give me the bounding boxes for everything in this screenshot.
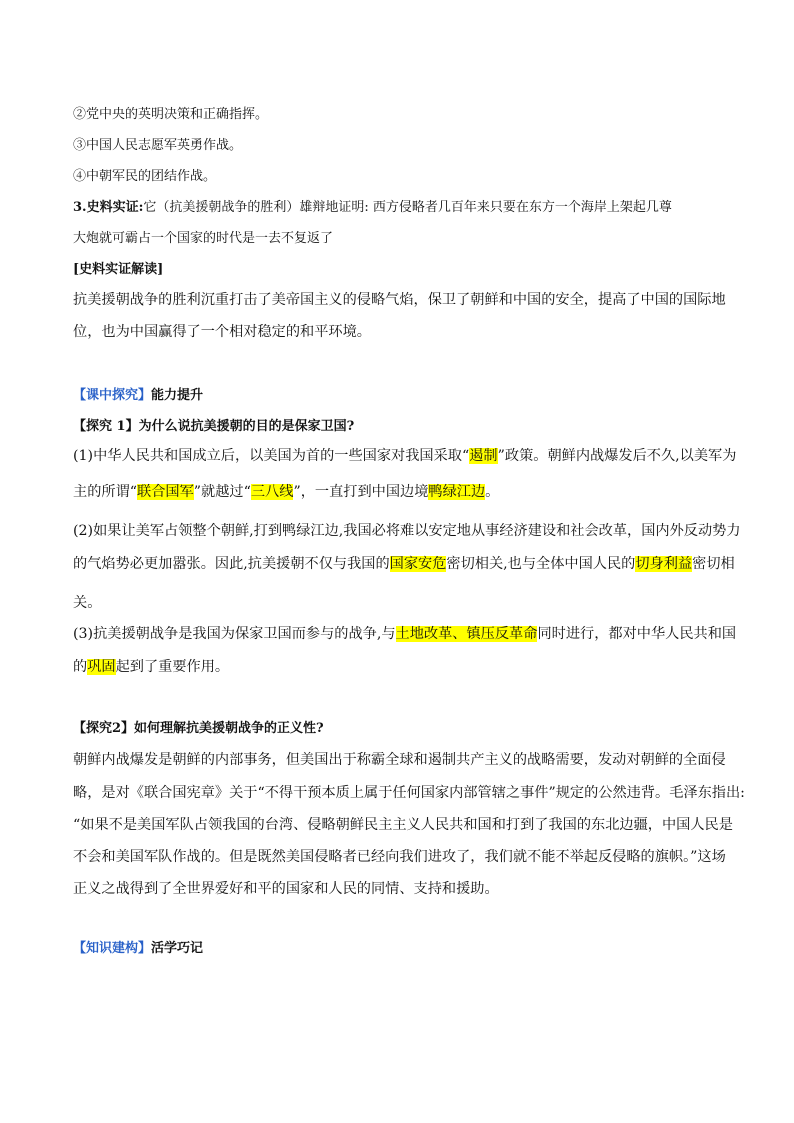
section-inclass-heading (73, 384, 723, 403)
text-run: 密切相 (692, 556, 735, 572)
text-run: 主的所谓“ (73, 484, 138, 500)
intro-item-4: ④中朝军民的团结作战。 (73, 169, 217, 184)
highlight-national-security: 国家安危 (389, 556, 447, 572)
highlight-vital-interests: 切身利益 (635, 556, 693, 572)
evidence-reading-line-1: 抗美援朝战争的胜利沉重打击了美帝国主义的侵略气焰，保卫了朝鲜和中国的安全，提高了中国的国际地 (73, 292, 726, 308)
text-run: 的气焰势必更加嚣张。因此,抗美援朝不仅与我国的 (73, 556, 390, 572)
text-run: (3)抗美援朝战争是我国为保家卫国而参与的战争,与 (73, 626, 396, 642)
highlight-un-army: 联合国军 (137, 484, 194, 500)
text-run: 密切相关,也与全体中国人民的 (446, 556, 636, 572)
explore2-line-3: “如果不是美国军队占领我国的台湾、侵略朝鲜民主主义人民共和国和打到了我国的东北边疆，中国人民是 (73, 817, 733, 833)
section-inclass-title: 能力提升 (151, 388, 204, 403)
section-knowledge-title: 活学巧记 (151, 941, 204, 956)
explore1-p3-line-1 (73, 623, 737, 643)
text-run: 同时进行，都对中华人民共和国 (537, 626, 737, 642)
evidence-text-1: 它（抗美援朝战争的胜利）雄辩地证明: 西方侵略者几百年来只要在东方一个海岸上架起几尊 (143, 200, 672, 215)
text-run: 。 (485, 484, 500, 500)
explore1-p2-line-3: 关。 (73, 595, 102, 611)
evidence-reading-label: [史料实证解读] (73, 262, 164, 277)
evidence-label: 3.史料实证: (73, 200, 144, 215)
evidence-line-2: 大炮就可霸占一个国家的时代是一去不复返了 (73, 231, 334, 246)
text-run: 起到了重要作用。 (115, 659, 230, 675)
explore1-p2-line-2 (73, 553, 735, 573)
highlight-38th-parallel: 三八线 (250, 484, 294, 500)
text-run: ”，一直打到中国边境 (293, 484, 429, 500)
highlight-yalu-river: 鸭绿江边 (428, 484, 486, 500)
text-run: (1)中华人民共和国成立后，以美国为首的一些国家对我国采取“ (73, 448, 470, 464)
explore2-line-5: 正义之战得到了全世界爱好和平的国家和人民的同情、支持和援助。 (73, 881, 499, 897)
explore2-line-1: 朝鲜内战爆发是朝鲜的内部事务，但美国出于称霸全球和遏制共产主义的战略需要，发动对朝鲜的全面侵 (73, 752, 726, 768)
explore1-p1-line-1 (73, 445, 737, 465)
explore2-line-4: 不会和美国军队作战的。但是既然美国侵略者已经向我们进攻了，我们就不能不举起反侵略的旗帜。”这场 (73, 849, 726, 865)
highlight-consolidation: 巩固 (87, 659, 116, 675)
section-knowledge-bracket: 【知识建构】 (73, 941, 152, 956)
intro-item-3: ③中国人民志愿军英勇作战。 (73, 138, 243, 153)
highlight-land-reform: 土地改革、镇压反革命 (395, 626, 538, 642)
explore1-p3-line-2 (73, 656, 723, 676)
section-inclass-bracket: 【课中探究】 (73, 388, 152, 403)
explore2-heading: 【探究2】如何理解抗美援朝战争的正义性? (73, 721, 324, 736)
intro-item-2: ②党中央的英明决策和正确指挥。 (73, 107, 269, 122)
text-run: 的 (73, 659, 88, 675)
text-run: ”就越过“ (193, 484, 251, 500)
explore1-heading: 【探究 1】为什么说抗美援朝的目的是保家卫国? (73, 419, 355, 434)
highlight-zhezhi: 遏制 (469, 448, 498, 464)
evidence-reading-line-2: 位，也为中国赢得了一个相对稳定的和平环境。 (73, 324, 371, 340)
evidence-line-1 (73, 196, 723, 215)
text-run: ”政策。朝鲜内战爆发后不久,以美军为 (497, 448, 737, 464)
explore2-line-2: 略，是对《联合国宪章》关于“不得干预本质上属于任何国家内部管辖之事件”规定的公然违背。毛泽东指出: (73, 785, 745, 801)
explore1-p1-line-2 (73, 481, 723, 501)
section-knowledge-heading (73, 937, 723, 956)
explore1-p2-line-1: (2)如果让美军占领整个朝鲜,打到鸭绿江边,我国必将难以安定地从事经济建设和社会改革，国内外反动势力 (73, 523, 741, 539)
